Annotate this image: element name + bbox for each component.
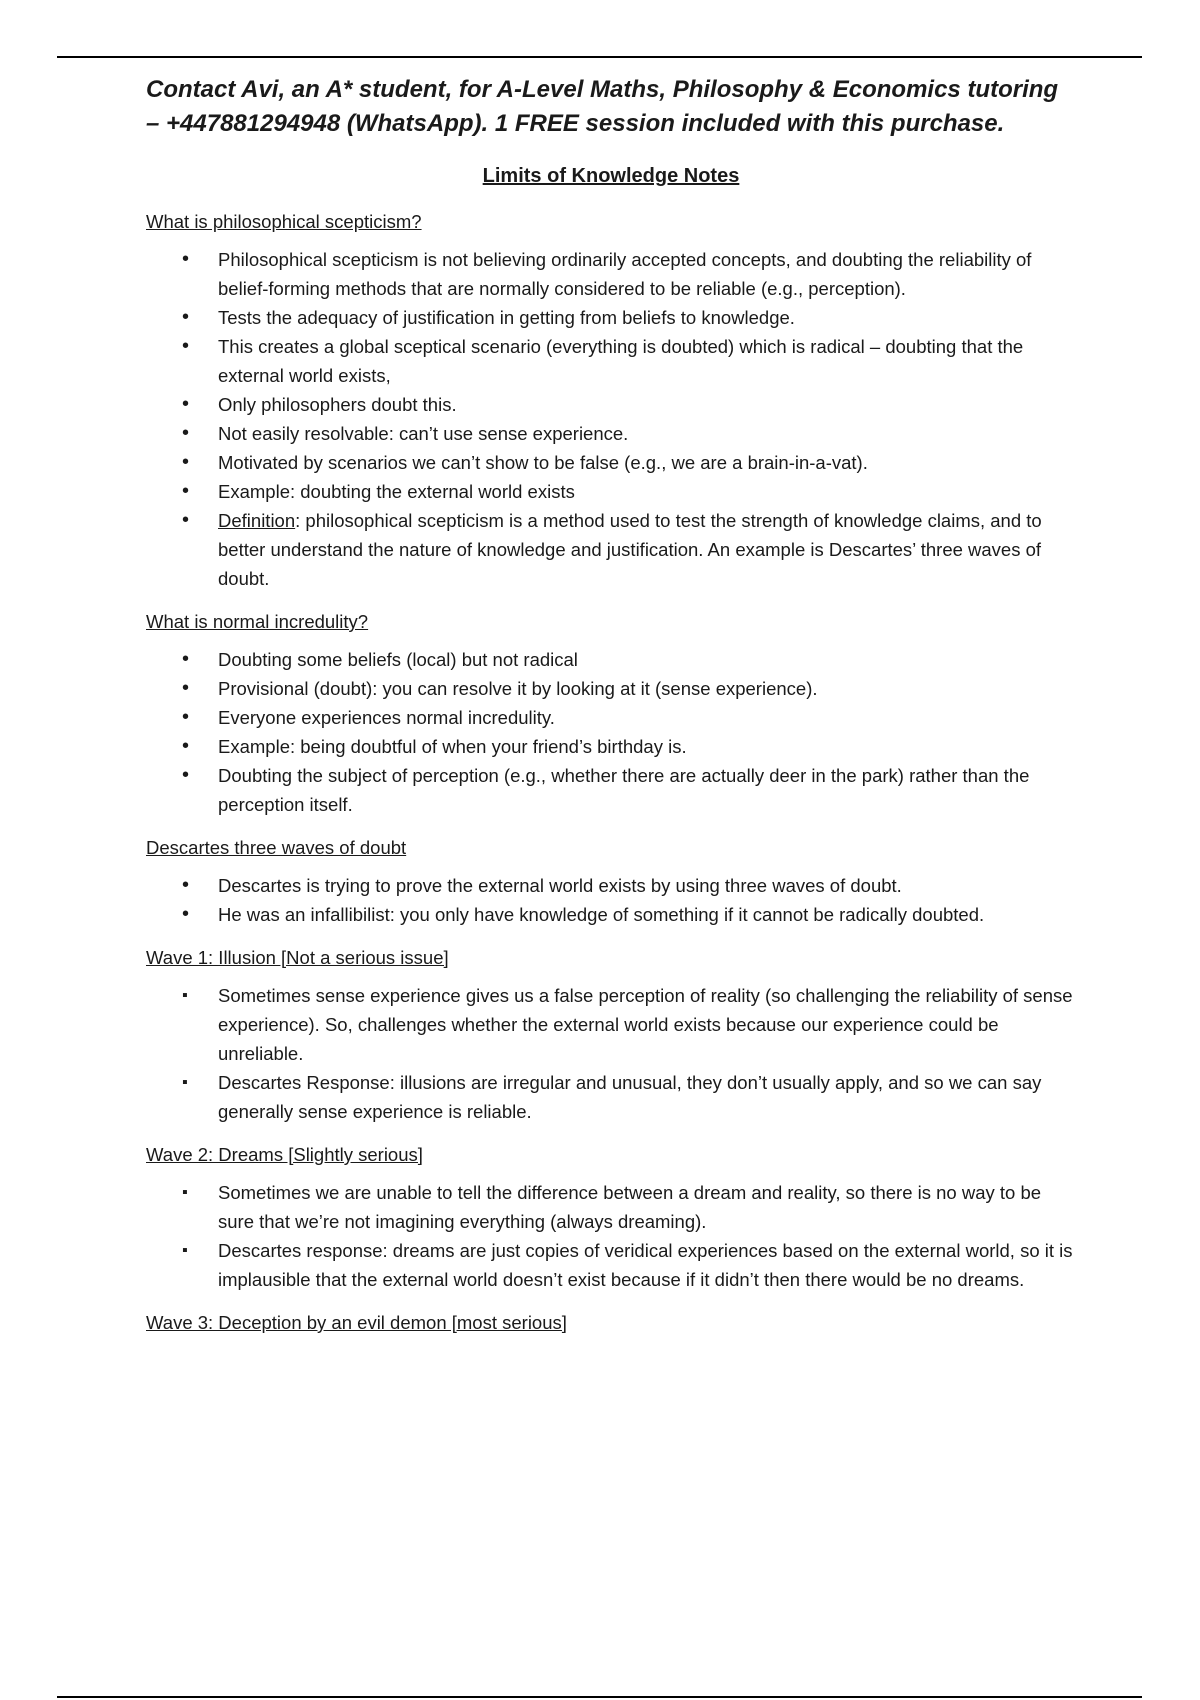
list-item: ▪ Descartes response: dreams are just copies of veridical experiences based on the external world, so it is implausible that the external world doesn’t exist because if it didn’t then there would be no dreams. — [218, 1236, 1076, 1294]
list-item: • Example: being doubtful of when your friend’s birthday is. — [218, 732, 1076, 761]
section-heading-wave-3: Wave 3: Deception by an evil demon [most serious] — [146, 1312, 567, 1333]
wave-1-list — [146, 981, 1076, 1126]
promo-text: Contact Avi, an A* student, for A-Level Maths, Philosophy & Economics tutoring – +447881294948 (WhatsApp). 1 FREE session included with this purchase. — [146, 76, 1059, 137]
section-heading-wave-2: Wave 2: Dreams [Slightly serious] — [146, 1144, 423, 1165]
list-item: • Only philosophers doubt this. — [218, 390, 1076, 419]
document-body — [146, 73, 1076, 1346]
list-item: • Everyone experiences normal incredulity. — [218, 703, 1076, 732]
list-item: • Descartes is trying to prove the external world exists by using three waves of doubt. — [218, 871, 1076, 900]
list-item: • Doubting some beliefs (local) but not radical — [218, 645, 1076, 674]
list-item: • Not easily resolvable: can’t use sense experience. — [218, 419, 1076, 448]
list-item: • This creates a global sceptical scenario (everything is doubted) which is radical – doubting that the external world exists, — [218, 332, 1076, 390]
scepticism-list — [146, 245, 1076, 593]
top-rule — [57, 56, 1142, 58]
section-heading-wave-1: Wave 1: Illusion [Not a serious issue] — [146, 947, 449, 968]
list-item: ▪ Sometimes sense experience gives us a false perception of reality (so challenging the reliability of sense experience). So, challenges whether the external world exists because our experience could be unreliable. — [218, 981, 1076, 1068]
list-item: ▪ Descartes Response: illusions are irregular and unusual, they don’t usually apply, and so we can say generally sense experience is reliable. — [218, 1068, 1076, 1126]
section-heading-three-waves: Descartes three waves of doubt — [146, 837, 407, 858]
list-item: • Example: doubting the external world exists — [218, 477, 1076, 506]
page-title: Limits of Knowledge Notes — [482, 165, 740, 187]
list-item: • Motivated by scenarios we can’t show to be false (e.g., we are a brain-in-a-vat). — [218, 448, 1076, 477]
definition-text: : philosophical scepticism is a method used to test the strength of knowledge claims, and to better understand the nature of knowledge and justification. An example is Descartes’ three waves of doubt. — [218, 510, 1042, 589]
list-item: • He was an infallibilist: you only have knowledge of something if it cannot be radically doubted. — [218, 900, 1076, 929]
definition-item — [218, 506, 1076, 593]
section-heading-incredulity: What is normal incredulity? — [146, 611, 369, 632]
three-waves-list — [146, 871, 1076, 929]
wave-2-list — [146, 1178, 1076, 1294]
definition-label: Definition — [218, 510, 296, 531]
bottom-rule — [57, 1696, 1142, 1698]
list-item: • Doubting the subject of perception (e.g., whether there are actually deer in the park) rather than the perception itself. — [218, 761, 1076, 819]
list-item: • Provisional (doubt): you can resolve it by looking at it (sense experience). — [218, 674, 1076, 703]
incredulity-list — [146, 645, 1076, 819]
list-item: • Philosophical scepticism is not believing ordinarily accepted concepts, and doubting the reliability of belief-forming methods that are normally considered to be reliable (e.g., perception). — [218, 245, 1076, 303]
list-item: ▪ Sometimes we are unable to tell the difference between a dream and reality, so there is no way to be sure that we’re not imagining everything (always dreaming). — [218, 1178, 1076, 1236]
section-heading-scepticism: What is philosophical scepticism? — [146, 211, 422, 232]
list-item: • Tests the adequacy of justification in getting from beliefs to knowledge. — [218, 303, 1076, 332]
